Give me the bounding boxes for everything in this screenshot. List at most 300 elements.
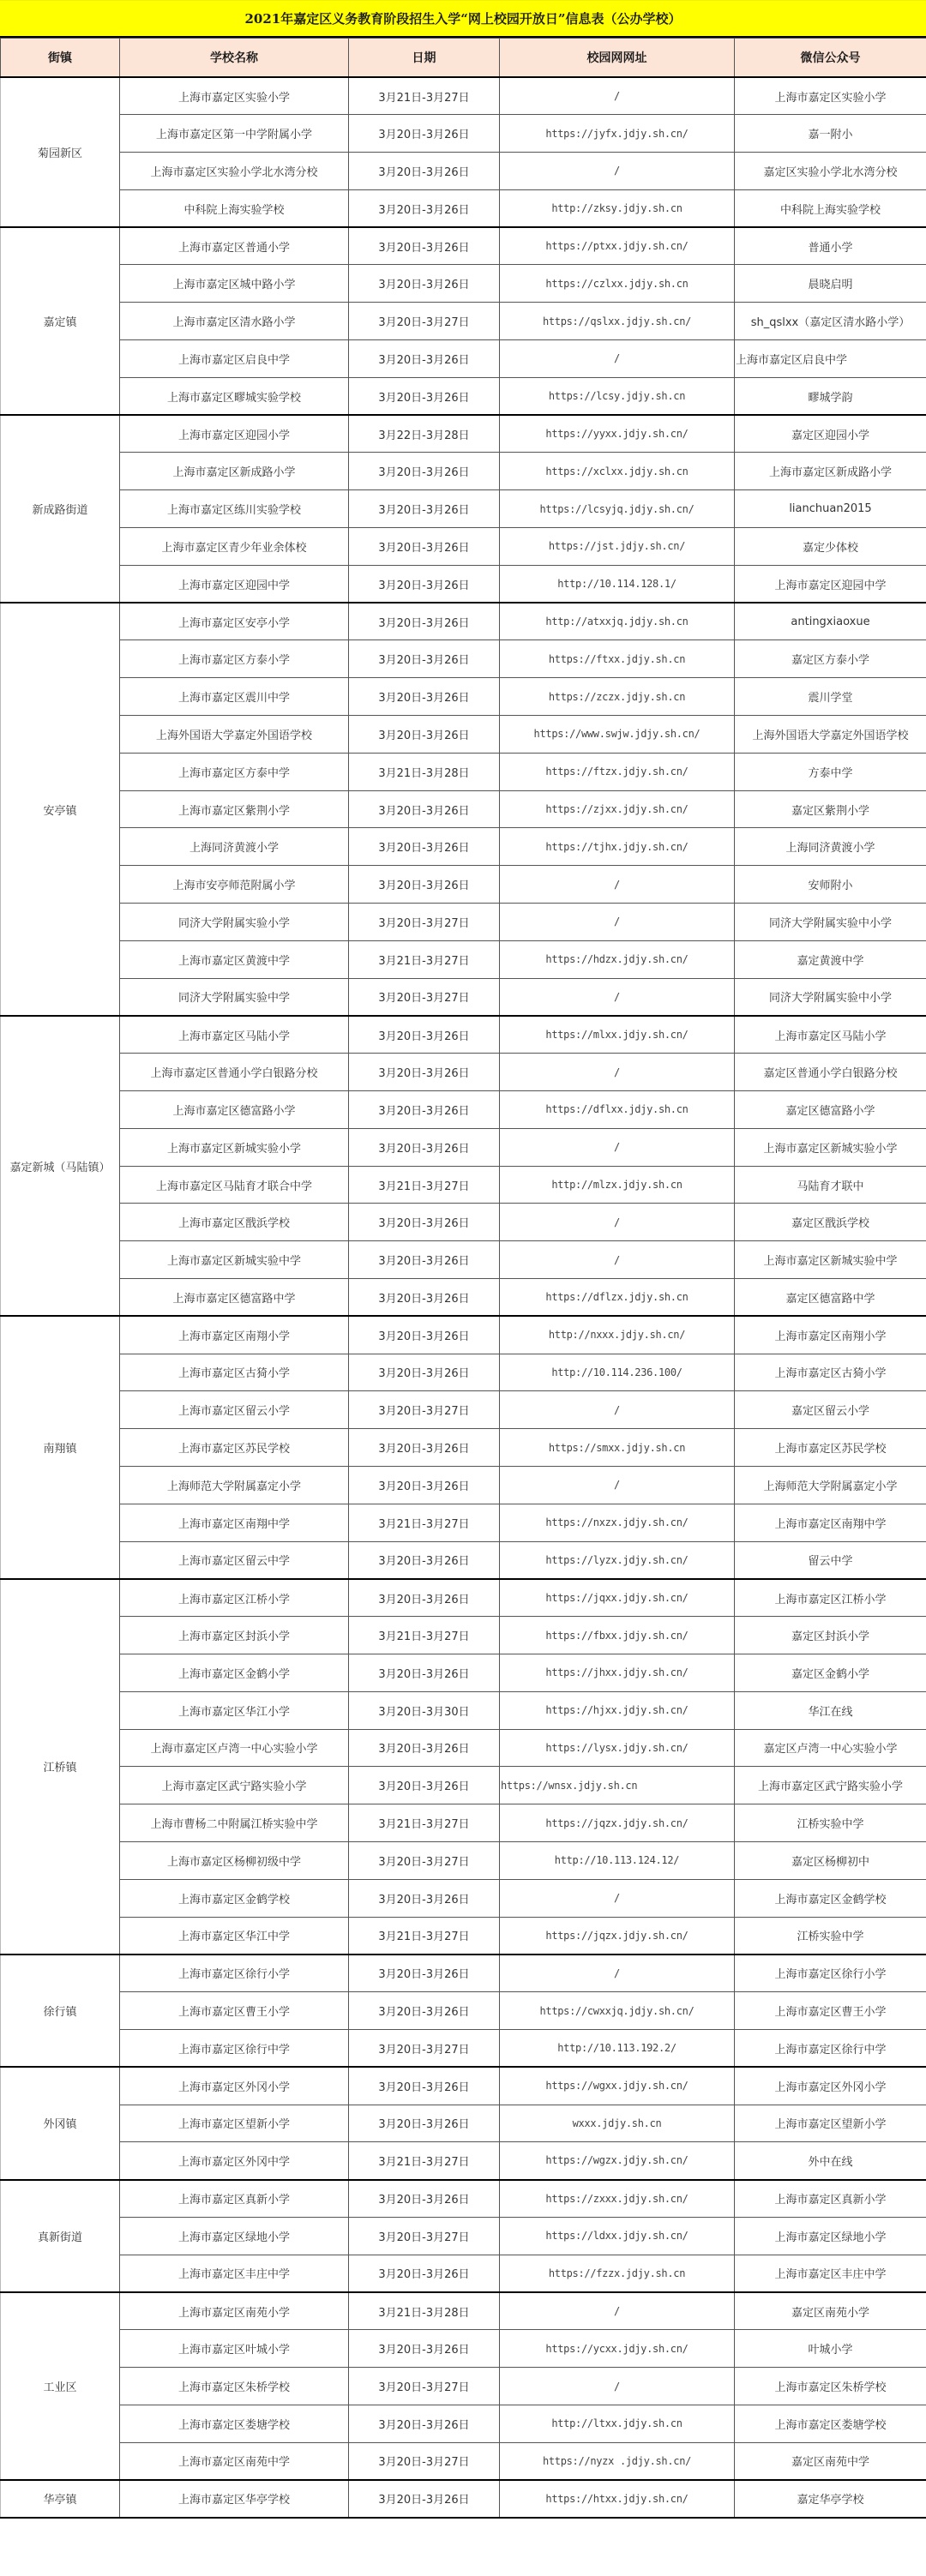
school-name-cell: 上海市嘉定区叶城小学 (120, 2330, 349, 2368)
date-cell: 3月20日-3月26日 (349, 866, 500, 904)
table-row (1, 1804, 926, 1842)
school-name-cell: 上海市嘉定区实验小学 (120, 77, 349, 115)
table-row (1, 2405, 926, 2442)
website-link-cell[interactable]: / (500, 2292, 735, 2330)
school-name-cell: 上海市嘉定区疁城实验学校 (120, 377, 349, 415)
website-link-cell[interactable]: https://qslxx.jdjy.sh.cn/ (500, 303, 735, 340)
website-link-cell[interactable]: / (500, 1054, 735, 1091)
wechat-account-cell: 上海同济黄渡小学 (735, 828, 926, 866)
date-cell: 3月20日-3月26日 (349, 2105, 500, 2142)
school-name-cell: 上海市嘉定区清水路小学 (120, 303, 349, 340)
date-cell: 3月20日-3月26日 (349, 1767, 500, 1804)
website-link-cell[interactable]: https://wgzx.jdjy.sh.cn/ (500, 2142, 735, 2180)
header-wechat: 微信公众号 (735, 39, 926, 78)
website-link-cell[interactable]: https://zczx.jdjy.sh.cn (500, 678, 735, 716)
school-name-cell: 上海市安亭师范附属小学 (120, 866, 349, 904)
website-link-cell[interactable]: https://fzzx.jdjy.sh.cn (500, 2255, 735, 2292)
wechat-account-cell: 上海市嘉定区绿地小学 (735, 2217, 926, 2255)
table-row (1, 115, 926, 153)
wechat-account-cell: 嘉定黄渡中学 (735, 940, 926, 978)
date-cell: 3月20日-3月26日 (349, 790, 500, 828)
wechat-account-cell: 上海市嘉定区江桥小学 (735, 1579, 926, 1617)
wechat-account-cell: 华江在线 (735, 1691, 926, 1729)
date-cell: 3月20日-3月30日 (349, 1691, 500, 1729)
website-link-cell[interactable]: https://ldxx.jdjy.sh.cn/ (500, 2217, 735, 2255)
date-cell: 3月21日-3月27日 (349, 940, 500, 978)
table-row (1, 1654, 926, 1691)
school-name-cell: 上海市嘉定区马陆育才联合中学 (120, 1166, 349, 1204)
date-cell: 3月20日-3月26日 (349, 528, 500, 566)
website-link-cell[interactable]: https://lyzx.jdjy.sh.cn/ (500, 1541, 735, 1579)
date-cell: 3月20日-3月26日 (349, 565, 500, 603)
date-cell: 3月20日-3月26日 (349, 265, 500, 303)
website-link-cell[interactable]: http://mlzx.jdjy.sh.cn (500, 1166, 735, 1204)
table-row (1, 1128, 926, 1166)
school-name-cell: 上海市嘉定区华亭学校 (120, 2480, 349, 2518)
table-row (1, 1091, 926, 1129)
wechat-account-cell: 外中在线 (735, 2142, 926, 2180)
table-row (1, 904, 926, 941)
table-row (1, 1166, 926, 1204)
wechat-account-cell: 上海外国语大学嘉定外国语学校 (735, 716, 926, 754)
wechat-account-cell: 上海市嘉定区南翔中学 (735, 1504, 926, 1541)
wechat-account-cell: 马陆育才联中 (735, 1166, 926, 1204)
website-link-cell[interactable]: / (500, 1204, 735, 1241)
website-link-cell[interactable]: https://zjxx.jdjy.sh.cn/ (500, 790, 735, 828)
wechat-account-cell: 疁城学韵 (735, 377, 926, 415)
website-link-cell[interactable]: https://nyzx .jdjy.sh.cn/ (500, 2442, 735, 2480)
school-name-cell: 上海市嘉定区绿地小学 (120, 2217, 349, 2255)
district-cell: 新成路街道 (1, 415, 120, 603)
website-link-cell[interactable]: https://ftzx.jdjy.sh.cn/ (500, 753, 735, 790)
wechat-account-cell: 上海市嘉定区新城实验中学 (735, 1241, 926, 1279)
school-name-cell: 上海市嘉定区曹王小学 (120, 1992, 349, 2030)
school-name-cell: 同济大学附属实验中学 (120, 978, 349, 1016)
website-link-cell[interactable]: https://ptxx.jdjy.sh.cn/ (500, 227, 735, 265)
school-name-cell: 上海市嘉定区江桥小学 (120, 1579, 349, 1617)
table-row (1, 1429, 926, 1467)
wechat-account-cell: 嘉定区杨柳初中 (735, 1841, 926, 1879)
school-name-cell: 上海市嘉定区青少年业余体校 (120, 528, 349, 566)
school-name-cell: 上海市嘉定区南翔小学 (120, 1316, 349, 1354)
wechat-account-cell: 上海市嘉定区苏民学校 (735, 1429, 926, 1467)
wechat-account-cell: 上海市嘉定区新成路小学 (735, 453, 926, 490)
wechat-account-cell: 上海市嘉定区南翔小学 (735, 1316, 926, 1354)
date-cell: 3月21日-3月27日 (349, 77, 500, 115)
table-row (1, 77, 926, 115)
table-row (1, 790, 926, 828)
website-link-cell[interactable]: / (500, 978, 735, 1016)
wechat-account-cell: 嘉定区南苑中学 (735, 2442, 926, 2480)
header-date: 日期 (349, 39, 500, 78)
wechat-account-cell: 上海市嘉定区徐行小学 (735, 1955, 926, 1992)
school-name-cell: 上海市嘉定区紫荆小学 (120, 790, 349, 828)
website-link-cell[interactable]: https://lysx.jdjy.sh.cn/ (500, 1729, 735, 1767)
date-cell: 3月20日-3月26日 (349, 1955, 500, 1992)
website-link-cell[interactable]: / (500, 1466, 735, 1504)
website-link-cell[interactable]: https://hdzx.jdjy.sh.cn/ (500, 940, 735, 978)
table-row (1, 940, 926, 978)
district-cell: 工业区 (1, 2292, 120, 2480)
table-row (1, 2217, 926, 2255)
date-cell: 3月20日-3月26日 (349, 1128, 500, 1166)
district-cell: 嘉定镇 (1, 227, 120, 415)
date-cell: 3月20日-3月26日 (349, 603, 500, 640)
website-link-cell[interactable]: / (500, 77, 735, 115)
wechat-account-cell: 嘉定华亭学校 (735, 2480, 926, 2518)
date-cell: 3月20日-3月26日 (349, 115, 500, 153)
website-link-cell[interactable]: https://jst.jdjy.sh.cn/ (500, 528, 735, 566)
wechat-account-cell: 江桥实验中学 (735, 1804, 926, 1842)
date-cell: 3月20日-3月26日 (349, 377, 500, 415)
website-link-cell[interactable]: / (500, 1391, 735, 1429)
header-website: 校园网网址 (500, 39, 735, 78)
date-cell: 3月20日-3月26日 (349, 828, 500, 866)
school-name-cell: 上海市嘉定区方泰小学 (120, 640, 349, 678)
school-name-cell: 上海市嘉定区外冈小学 (120, 2067, 349, 2105)
date-cell: 3月20日-3月26日 (349, 1091, 500, 1129)
school-name-cell: 上海市嘉定区震川中学 (120, 678, 349, 716)
date-cell: 3月20日-3月26日 (349, 1279, 500, 1317)
date-cell: 3月20日-3月26日 (349, 2405, 500, 2442)
website-link-cell[interactable]: https://jyfx.jdjy.sh.cn/ (500, 115, 735, 153)
table-row (1, 1767, 926, 1804)
table-row (1, 377, 926, 415)
date-cell: 3月20日-3月26日 (349, 227, 500, 265)
date-cell: 3月20日-3月27日 (349, 1391, 500, 1429)
table-row (1, 340, 926, 378)
school-name-cell: 上海市嘉定区娄塘学校 (120, 2405, 349, 2442)
website-link-cell[interactable]: https://cwxxjq.jdjy.sh.cn/ (500, 1992, 735, 2030)
wechat-account-cell: 嘉定区方泰小学 (735, 640, 926, 678)
wechat-account-cell: 上海市嘉定区丰庄中学 (735, 2255, 926, 2292)
date-cell: 3月20日-3月27日 (349, 2442, 500, 2480)
school-name-cell: 上海市嘉定区金鹤学校 (120, 1879, 349, 1917)
date-cell: 3月20日-3月26日 (349, 1729, 500, 1767)
website-link-cell[interactable]: http://10.113.192.2/ (500, 2029, 735, 2067)
table-row (1, 189, 926, 227)
date-cell: 3月20日-3月27日 (349, 2368, 500, 2405)
wechat-account-cell: 嘉一附小 (735, 115, 926, 153)
date-cell: 3月20日-3月26日 (349, 1654, 500, 1691)
table-row (1, 866, 926, 904)
table-row (1, 603, 926, 640)
table-row (1, 1917, 926, 1955)
wechat-account-cell: 上海师范大学附属嘉定小学 (735, 1466, 926, 1504)
school-name-cell: 上海师范大学附属嘉定小学 (120, 1466, 349, 1504)
table-row (1, 2330, 926, 2368)
date-cell: 3月20日-3月26日 (349, 189, 500, 227)
wechat-account-cell: 嘉定区迎园小学 (735, 415, 926, 453)
school-name-cell: 上海市嘉定区南苑中学 (120, 2442, 349, 2480)
table-row (1, 1466, 926, 1504)
table-row (1, 678, 926, 716)
wechat-account-cell: 嘉定区卢湾一中心实验小学 (735, 1729, 926, 1767)
date-cell: 3月20日-3月26日 (349, 153, 500, 190)
district-cell: 江桥镇 (1, 1579, 120, 1955)
school-name-cell: 上海市嘉定区普通小学 (120, 227, 349, 265)
table-row (1, 1016, 926, 1054)
school-name-cell: 上海同济黄渡小学 (120, 828, 349, 866)
website-link-cell[interactable]: http://zksy.jdjy.sh.cn (500, 189, 735, 227)
table-row (1, 153, 926, 190)
wechat-account-cell: antingxiaoxue (735, 603, 926, 640)
wechat-account-cell: 上海市嘉定区武宁路实验小学 (735, 1767, 926, 1804)
school-name-cell: 上海市嘉定区武宁路实验小学 (120, 1767, 349, 1804)
school-name-cell: 上海市嘉定区练川实验学校 (120, 490, 349, 528)
wechat-account-cell: 安师附小 (735, 866, 926, 904)
date-cell: 3月20日-3月26日 (349, 1466, 500, 1504)
website-link-cell[interactable]: / (500, 340, 735, 378)
district-cell: 菊园新区 (1, 77, 120, 227)
school-name-cell: 上海市嘉定区丰庄中学 (120, 2255, 349, 2292)
table-row (1, 1879, 926, 1917)
table-row (1, 2105, 926, 2142)
website-link-cell[interactable]: wxxx.jdjy.sh.cn (500, 2105, 735, 2142)
table-row (1, 265, 926, 303)
table-row (1, 716, 926, 754)
website-link-cell[interactable]: / (500, 866, 735, 904)
wechat-account-cell: 嘉定区南苑小学 (735, 2292, 926, 2330)
date-cell: 3月20日-3月26日 (349, 1541, 500, 1579)
school-name-cell: 上海市嘉定区封浜小学 (120, 1617, 349, 1654)
school-name-cell: 上海市嘉定区华江小学 (120, 1691, 349, 1729)
school-name-cell: 上海市嘉定区方泰中学 (120, 753, 349, 790)
website-link-cell[interactable]: http://atxxjq.jdjy.sh.cn (500, 603, 735, 640)
school-name-cell: 上海市嘉定区普通小学白银路分校 (120, 1054, 349, 1091)
date-cell: 3月20日-3月27日 (349, 2029, 500, 2067)
wechat-account-cell: 方泰中学 (735, 753, 926, 790)
school-name-cell: 上海市嘉定区徐行小学 (120, 1955, 349, 1992)
table-row (1, 2067, 926, 2105)
school-name-cell: 上海市嘉定区杨柳初级中学 (120, 1841, 349, 1879)
school-table (0, 38, 926, 2519)
website-link-cell[interactable]: / (500, 153, 735, 190)
wechat-account-cell: 嘉定区紫荆小学 (735, 790, 926, 828)
website-link-cell[interactable]: https://fbxx.jdjy.sh.cn/ (500, 1617, 735, 1654)
sheet-title: 2021年嘉定区义务教育阶段招生入学“网上校园开放日”信息表（公办学校） (0, 0, 926, 38)
website-link-cell[interactable]: http://10.113.124.12/ (500, 1841, 735, 1879)
website-link-cell[interactable]: http://10.114.236.100/ (500, 1354, 735, 1391)
date-cell: 3月20日-3月26日 (349, 1316, 500, 1354)
district-cell: 嘉定新城（马陆镇） (1, 1016, 120, 1316)
date-cell: 3月20日-3月26日 (349, 2255, 500, 2292)
website-link-cell[interactable]: https://jqxx.jdjy.sh.cn/ (500, 1579, 735, 1617)
wechat-account-cell: 上海市嘉定区外冈小学 (735, 2067, 926, 2105)
website-link-cell[interactable]: https://ftxx.jdjy.sh.cn (500, 640, 735, 678)
table-row (1, 828, 926, 866)
table-row (1, 227, 926, 265)
school-name-cell: 上海市嘉定区南苑小学 (120, 2292, 349, 2330)
district-cell: 华亭镇 (1, 2480, 120, 2518)
school-name-cell: 上海市嘉定区马陆小学 (120, 1016, 349, 1054)
date-cell: 3月20日-3月26日 (349, 678, 500, 716)
website-link-cell[interactable]: https://jhxx.jdjy.sh.cn/ (500, 1654, 735, 1691)
website-link-cell[interactable]: https://smxx.jdjy.sh.cn (500, 1429, 735, 1467)
wechat-account-cell: 嘉定少体校 (735, 528, 926, 566)
school-name-cell: 上海市嘉定区真新小学 (120, 2180, 349, 2218)
date-cell: 3月20日-3月26日 (349, 2330, 500, 2368)
table-row (1, 528, 926, 566)
table-row (1, 565, 926, 603)
website-link-cell[interactable]: https://wgxx.jdjy.sh.cn/ (500, 2067, 735, 2105)
table-row (1, 1617, 926, 1654)
school-name-cell: 上海市嘉定区卢湾一中心实验小学 (120, 1729, 349, 1767)
date-cell: 3月20日-3月26日 (349, 640, 500, 678)
school-name-cell: 上海市嘉定区新成路小学 (120, 453, 349, 490)
wechat-account-cell: 嘉定区戬浜学校 (735, 1204, 926, 1241)
wechat-account-cell: 上海市嘉定区曹王小学 (735, 1992, 926, 2030)
date-cell: 3月20日-3月26日 (349, 490, 500, 528)
wechat-account-cell: 同济大学附属实验中小学 (735, 904, 926, 941)
date-cell: 3月20日-3月26日 (349, 716, 500, 754)
school-name-cell: 上海市嘉定区南翔中学 (120, 1504, 349, 1541)
date-cell: 3月20日-3月26日 (349, 1579, 500, 1617)
header-school-name: 学校名称 (120, 39, 349, 78)
date-cell: 3月20日-3月26日 (349, 1054, 500, 1091)
date-cell: 3月22日-3月28日 (349, 415, 500, 453)
table-row (1, 978, 926, 1016)
website-link-cell[interactable]: https://ycxx.jdjy.sh.cn/ (500, 2330, 735, 2368)
table-row (1, 640, 926, 678)
wechat-account-cell: 上海市嘉定区实验小学 (735, 77, 926, 115)
table-row (1, 490, 926, 528)
website-link-cell[interactable]: / (500, 2368, 735, 2405)
date-cell: 3月21日-3月27日 (349, 1166, 500, 1204)
wechat-account-cell: 中科院上海实验学校 (735, 189, 926, 227)
table-row (1, 1992, 926, 2030)
table-row (1, 415, 926, 453)
school-name-cell: 上海市嘉定区戬浜学校 (120, 1204, 349, 1241)
school-name-cell: 上海市嘉定区苏民学校 (120, 1429, 349, 1467)
district-cell: 南翔镇 (1, 1316, 120, 1579)
website-link-cell[interactable]: http://nxxx.jdjy.sh.cn/ (500, 1316, 735, 1354)
table-row (1, 1955, 926, 1992)
website-link-cell[interactable]: https://lcsyjq.jdjy.sh.cn/ (500, 490, 735, 528)
table-row (1, 1054, 926, 1091)
date-cell: 3月20日-3月27日 (349, 1841, 500, 1879)
website-link-cell[interactable]: https://jqzx.jdjy.sh.cn/ (500, 1804, 735, 1842)
wechat-account-cell: 上海市嘉定区娄塘学校 (735, 2405, 926, 2442)
district-cell: 真新街道 (1, 2180, 120, 2292)
date-cell: 3月21日-3月27日 (349, 1617, 500, 1654)
date-cell: 3月20日-3月26日 (349, 2180, 500, 2218)
school-name-cell: 上海市嘉定区华江中学 (120, 1917, 349, 1955)
date-cell: 3月20日-3月26日 (349, 2067, 500, 2105)
wechat-account-cell: 上海市嘉定区启良中学 (735, 340, 926, 378)
table-row (1, 1691, 926, 1729)
wechat-account-cell: 嘉定区德富路中学 (735, 1279, 926, 1317)
wechat-account-cell: 上海市嘉定区望新小学 (735, 2105, 926, 2142)
table-row (1, 1241, 926, 1279)
wechat-account-cell: 晨晓启明 (735, 265, 926, 303)
website-link-cell[interactable]: https://yyxx.jdjy.sh.cn/ (500, 415, 735, 453)
table-row (1, 1354, 926, 1391)
website-link-cell[interactable]: https://dflzx.jdjy.sh.cn (500, 1279, 735, 1317)
date-cell: 3月20日-3月27日 (349, 2217, 500, 2255)
wechat-account-cell: 嘉定区德富路小学 (735, 1091, 926, 1129)
website-link-cell[interactable]: https://dflxx.jdjy.sh.cn (500, 1091, 735, 1129)
date-cell: 3月21日-3月27日 (349, 1504, 500, 1541)
table-row (1, 2368, 926, 2405)
wechat-account-cell: 震川学堂 (735, 678, 926, 716)
website-link-cell[interactable]: / (500, 904, 735, 941)
table-row (1, 1541, 926, 1579)
website-link-cell[interactable]: https://czlxx.jdjy.sh.cn (500, 265, 735, 303)
school-name-cell: 上海市嘉定区迎园中学 (120, 565, 349, 603)
date-cell: 3月20日-3月26日 (349, 453, 500, 490)
website-link-cell[interactable]: https://zxxx.jdjy.sh.cn/ (500, 2180, 735, 2218)
school-name-cell: 上海市嘉定区留云中学 (120, 1541, 349, 1579)
date-cell: 3月20日-3月26日 (349, 1429, 500, 1467)
school-name-cell: 上海市嘉定区迎园小学 (120, 415, 349, 453)
school-name-cell: 上海市嘉定区朱桥学校 (120, 2368, 349, 2405)
wechat-account-cell: 嘉定区普通小学白银路分校 (735, 1054, 926, 1091)
date-cell: 3月20日-3月27日 (349, 904, 500, 941)
wechat-account-cell: lianchuan2015 (735, 490, 926, 528)
school-name-cell: 上海市嘉定区留云小学 (120, 1391, 349, 1429)
school-name-cell: 上海外国语大学嘉定外国语学校 (120, 716, 349, 754)
website-link-cell[interactable]: / (500, 1879, 735, 1917)
school-name-cell: 上海市嘉定区黄渡中学 (120, 940, 349, 978)
wechat-account-cell: 叶城小学 (735, 2330, 926, 2368)
school-name-cell: 上海市嘉定区古猗小学 (120, 1354, 349, 1391)
wechat-account-cell: 上海市嘉定区迎园中学 (735, 565, 926, 603)
website-link-cell[interactable]: https://www.swjw.jdjy.sh.cn/ (500, 716, 735, 754)
website-link-cell[interactable]: https://tjhx.jdjy.sh.cn/ (500, 828, 735, 866)
wechat-account-cell: 嘉定区留云小学 (735, 1391, 926, 1429)
website-link-cell[interactable]: https://htxx.jdjy.sh.cn/ (500, 2480, 735, 2518)
table-row (1, 1729, 926, 1767)
wechat-account-cell: 普通小学 (735, 227, 926, 265)
wechat-account-cell: 嘉定区封浜小学 (735, 1617, 926, 1654)
wechat-account-cell: 留云中学 (735, 1541, 926, 1579)
website-link-cell[interactable]: / (500, 1128, 735, 1166)
website-link-cell[interactable]: https://hjxx.jdjy.sh.cn/ (500, 1691, 735, 1729)
wechat-account-cell: 上海市嘉定区金鹤学校 (735, 1879, 926, 1917)
district-cell: 外冈镇 (1, 2067, 120, 2179)
table-row (1, 1279, 926, 1317)
wechat-account-cell: 上海市嘉定区徐行中学 (735, 2029, 926, 2067)
website-link-cell[interactable]: / (500, 1241, 735, 1279)
website-link-cell[interactable]: https://mlxx.jdjy.sh.cn/ (500, 1016, 735, 1054)
school-name-cell: 上海市嘉定区新城实验小学 (120, 1128, 349, 1166)
school-name-cell: 上海市嘉定区徐行中学 (120, 2029, 349, 2067)
date-cell: 3月20日-3月26日 (349, 340, 500, 378)
wechat-account-cell: 上海市嘉定区朱桥学校 (735, 2368, 926, 2405)
website-link-cell[interactable]: https://jqzx.jdjy.sh.cn/ (500, 1917, 735, 1955)
district-cell: 安亭镇 (1, 603, 120, 1016)
wechat-account-cell: 上海市嘉定区马陆小学 (735, 1016, 926, 1054)
wechat-account-cell: 上海市嘉定区古猗小学 (735, 1354, 926, 1391)
school-name-cell: 上海市嘉定区启良中学 (120, 340, 349, 378)
website-link-cell[interactable]: / (500, 1955, 735, 1992)
website-link-cell[interactable]: https://nxzx.jdjy.sh.cn/ (500, 1504, 735, 1541)
website-link-cell[interactable]: https://wnsx.jdjy.sh.cn (500, 1767, 735, 1804)
table-row (1, 2292, 926, 2330)
date-cell: 3月20日-3月26日 (349, 1992, 500, 2030)
table-row (1, 2142, 926, 2180)
website-link-cell[interactable]: http://ltxx.jdjy.sh.cn (500, 2405, 735, 2442)
date-cell: 3月21日-3月27日 (349, 1804, 500, 1842)
website-link-cell[interactable]: https://xclxx.jdjy.sh.cn (500, 453, 735, 490)
school-name-cell: 上海市嘉定区实验小学北水湾分校 (120, 153, 349, 190)
date-cell: 3月20日-3月26日 (349, 1241, 500, 1279)
website-link-cell[interactable]: https://lcsy.jdjy.sh.cn (500, 377, 735, 415)
website-link-cell[interactable]: http://10.114.128.1/ (500, 565, 735, 603)
table-row (1, 2255, 926, 2292)
table-row (1, 2029, 926, 2067)
